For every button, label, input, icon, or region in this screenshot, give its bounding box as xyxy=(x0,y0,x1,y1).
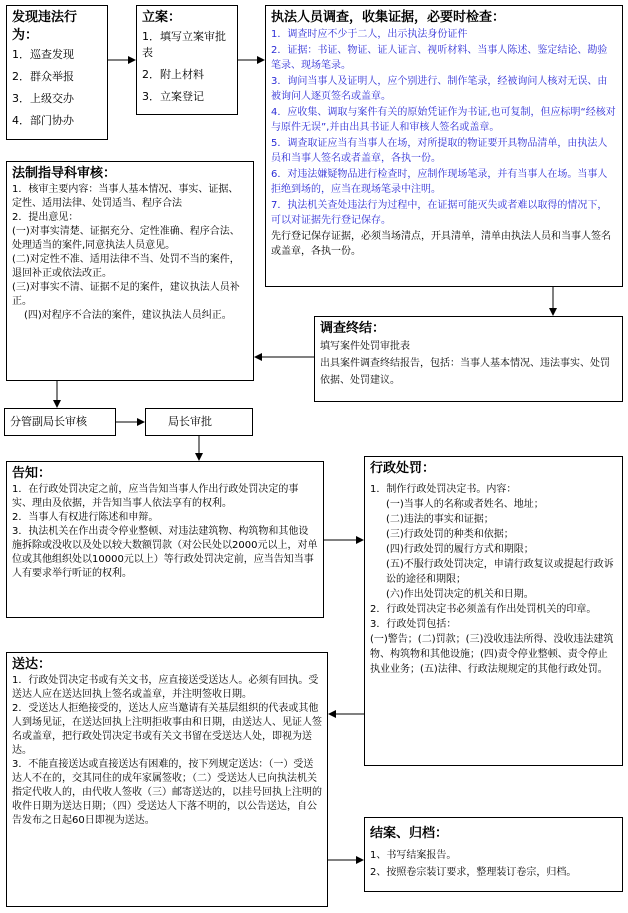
legal-review-item: 2．提出意见： xyxy=(12,212,79,223)
penalty-item: (一)警告；(二)罚款；(三)没收违法所得、没收违法建筑物、构筑物和其他设施；(四)责令停业整顿、责令停止执业业务；(五)法律、行政法规规定的其他行政处罚。 xyxy=(370,634,614,675)
penalty-item: 3．行政处罚包括： xyxy=(370,619,457,630)
delivery-title: 送达： xyxy=(12,657,52,672)
penalty-item: (一)当事人的名称或者姓名、地址； xyxy=(386,499,544,510)
legal-review-item: (二)对定性不准、适用法律不当、处罚不当的案件，退回补正或依法改正。 xyxy=(12,254,240,279)
penalty-item: (四)行政处罚的履行方式和期限； xyxy=(386,544,534,555)
deputy-review-label: 分管副局长审核 xyxy=(10,415,87,428)
penalty-item: (二)违法的事实和证据； xyxy=(386,514,494,525)
filing-item: 2．附上材料 xyxy=(142,68,204,81)
investigate-item: 7．执法机关查处违法行为过程中，在证据可能灭失或者难以取得的情况下，可以对证据先行登记保存。 xyxy=(271,199,608,226)
investigate-item: 5．调查取证应当有当事人在场，对所提取的物证要开具物品清单，由执法人员和当事人签名或者盖章，各执一份。 xyxy=(271,137,608,164)
delivery-item: 3．不能直接送达或直接送达有困难的，按下列规定送达：（一）受送达人不在的，交其同住的成年家属签收；（二）受送达人已向执法机关指定代收人的，由代收人签收（三）邮寄送达的，以挂号回执上注明的收件日期为送达日期；（四）受送达人下落不明的，以公告送达，自公告发布之日起60日即视为送达。 xyxy=(12,759,322,826)
notify-item: 2．当事人有权进行陈述和申辩。 xyxy=(12,512,159,523)
investigate-item: 先行登记保存证据，必须当场清点，开具清单，清单由执法人员和当事人签名或盖章，各执一份。 xyxy=(271,230,611,257)
delivery-item: 1．行政处罚决定书或有关文书，应直接送受送达人。必须有回执。受送达人应在送达回执上签名或盖章，并注明签收日期。 xyxy=(12,675,319,700)
penalty-item: 2．行政处罚决定书必须盖有作出处罚机关的印章。 xyxy=(370,604,597,615)
closing-title: 结案、归档： xyxy=(370,826,449,841)
filing-title: 立案： xyxy=(142,10,182,25)
legal-review-item: (三)对事实不清、证据不足的案件，建议执法人员补正。 xyxy=(12,282,240,307)
discover-item: 1．巡查发现 xyxy=(12,48,74,61)
legal-review-item: (一)对事实清楚、证据充分、定性准确、程序合法、处理适当的案件,同意执法人员意见。 xyxy=(12,226,240,251)
discover-item: 4．部门协办 xyxy=(12,114,74,127)
conclusion-title: 调查终结： xyxy=(320,321,386,336)
discover-title: 发现违法行为： xyxy=(12,10,78,43)
investigate-item: 1．调查时应不少于二人，出示执法身份证件 xyxy=(271,29,468,40)
closing-item: 2、按照卷宗装订要求，整理装订卷宗，归档。 xyxy=(370,867,577,878)
investigate-item: 3．询问当事人及证明人，应个别进行、制作笔录，经被询问人核对无误、由被询问人逐页签名或盖章。 xyxy=(271,75,608,102)
investigate-item: 2．证据：书证、物证、证人证言、视听材料、当事人陈述、鉴定结论、勘验笔录、现场笔录。 xyxy=(271,44,608,71)
investigate-title: 执法人员调查，收集证据，必要时检查： xyxy=(271,10,506,25)
penalty-item: (六)作出处罚决定的机关和日期。 xyxy=(386,589,534,600)
penalty-item: (三)行政处罚的种类和依据； xyxy=(386,529,514,540)
investigate-item: 4．应收集、调取与案件有关的原始凭证作为书证,也可复制，但应标明“经核对与原件无误”,并由出具书证人和审核人签名或盖章。 xyxy=(271,106,616,133)
discover-item: 2．群众举报 xyxy=(12,70,74,83)
penalty-title: 行政处罚： xyxy=(370,461,436,476)
notify-item: 1．在行政处罚决定之前，应当告知当事人作出行政处罚决定的事实、理由及依据，并告知当事人依法享有的权利。 xyxy=(12,484,299,509)
penalty-item: 1．制作行政处罚决定书。内容： xyxy=(370,484,517,495)
director-review-label: 局长审批 xyxy=(168,415,212,428)
legal-review-item: 1．核审主要内容：当事人基本情况、事实、证据、定性、适用法律、处罚适当、程序合法 xyxy=(12,184,239,209)
penalty-item: (五)不服行政处罚决定，申请行政复议或提起行政诉讼的途径和期限； xyxy=(386,559,614,585)
filing-item: 3．立案登记 xyxy=(142,90,204,103)
notify-item: 3．执法机关在作出责令停业整顿、对违法建筑物、构筑物和其他设施拆除或没收以及处以较大数额罚款（对公民处以2000元以上，对单位或其他组织处以10000元以上）等行政处罚决定前，应当告知当事人有要求举行听证的权利。 xyxy=(12,526,318,579)
closing-item: 1、书写结案报告。 xyxy=(370,850,457,861)
delivery-item: 2．受送达人拒绝接受的，送达人应当邀请有关基层组织的代表或其他人到场见证，在送达回执上注明拒收事由和日期，由送达人、见证人签名或盖章，把行政处罚决定书或有关文书留在受送达人处，即视为送达。 xyxy=(12,703,322,756)
notify-title: 告知： xyxy=(12,466,52,481)
conclusion-item: 出具案件调查终结报告，包括：当事人基本情况、违法事实、处罚依据、处罚建议。 xyxy=(320,358,610,386)
filing-item: 1．填写立案审批表 xyxy=(142,30,226,59)
discover-item: 3．上级交办 xyxy=(12,92,74,105)
legal-review-item: (四)对程序不合法的案件，建议执法人员纠正。 xyxy=(24,310,232,321)
conclusion-item: 填写案件处罚审批表 xyxy=(320,341,410,352)
legal-review-title: 法制指导科审核： xyxy=(12,166,117,181)
investigate-item: 6．对违法嫌疑物品进行检查时，应制作现场笔录，并有当事人在场。当事人拒绝到场的，应当在现场笔录中注明。 xyxy=(271,168,608,195)
